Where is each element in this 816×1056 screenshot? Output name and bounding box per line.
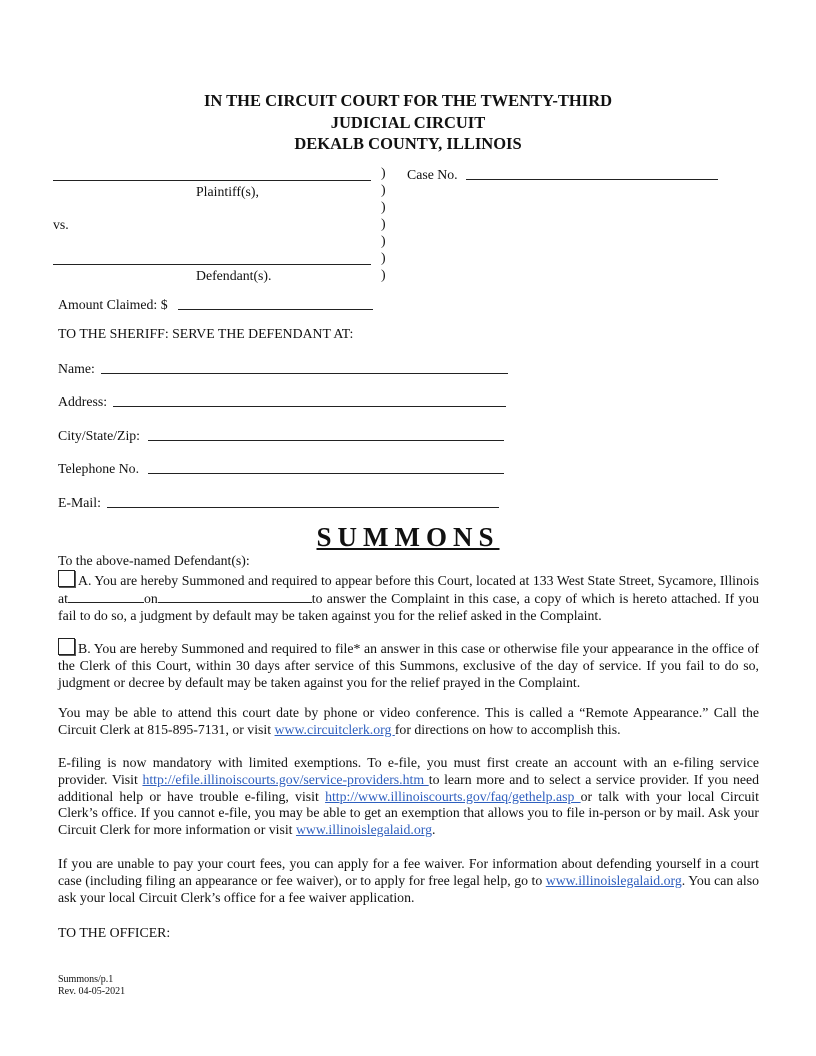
option-b-checkbox[interactable] — [58, 638, 75, 655]
appearance-time-blank[interactable] — [158, 590, 312, 603]
caption-paren: ) — [381, 199, 386, 214]
vs-label: vs. — [53, 217, 69, 232]
court-title-line1: IN THE CIRCUIT COURT FOR THE TWENTY-THIRD — [203, 91, 613, 110]
option-b-paragraph: B. You are hereby Summoned and required to file* an answer in this case or otherwise file your appearance in the office of the Clerk of this Court, within 30 days after service of this Summons, exclusive of the day of service. If you fail to do so, judgment or decree by default may be taken against you for the relief prayed in the Complaint. — [58, 638, 759, 691]
amount-claimed-line[interactable] — [178, 309, 373, 310]
case-no-line[interactable] — [466, 179, 718, 180]
sheriff-instruction: TO THE SHERIFF: SERVE THE DEFENDANT AT: — [58, 326, 354, 341]
circuitclerk-link[interactable]: www.circuitclerk.org — [274, 721, 395, 737]
caption-paren: ) — [381, 250, 386, 265]
city-state-zip-label: City/State/Zip: — [58, 428, 141, 443]
telephone-line[interactable] — [148, 473, 504, 474]
caption-paren: ) — [381, 182, 386, 197]
option-a-paragraph: A. You are hereby Summoned and required to appear before this Court, located at 133 West State Street, Sycamore, Illinois at on to answer the Complaint in this case, a copy of which is hereto attached. If you fail to do so, a judgment by default may be taken against you for the relief asked in the Complaint. — [58, 570, 759, 624]
plaintiff-label: Plaintiff(s), — [196, 184, 259, 199]
email-line[interactable] — [107, 507, 499, 508]
to-defendant-line: To the above-named Defendant(s): — [58, 553, 250, 568]
city-state-zip-line[interactable] — [148, 440, 504, 441]
name-label: Name: — [58, 361, 95, 376]
to-officer-label: TO THE OFFICER: — [58, 925, 171, 940]
legalaid-link[interactable]: www.illinoislegalaid.org — [295, 822, 432, 838]
telephone-label: Telephone No. — [58, 461, 140, 476]
legalaid-link[interactable]: www.illinoislegalaid.org — [545, 872, 682, 888]
plaintiff-line[interactable] — [53, 180, 371, 181]
summons-title: SUMMONS — [316, 522, 500, 552]
address-label: Address: — [58, 394, 108, 409]
caption-paren: ) — [381, 165, 386, 180]
appearance-date-blank[interactable] — [68, 590, 144, 603]
address-line[interactable] — [113, 406, 506, 407]
email-label: E-Mail: — [58, 495, 101, 510]
remote-appearance-paragraph: You may be able to attend this court date by phone or video conference. This is called a “Remote Appearance.” Call the Circuit Clerk at 815-895-7131, or visit www.circuitclerk.org for directions on how to accomplish this. — [58, 705, 759, 737]
court-title-line2: JUDICIAL CIRCUIT — [330, 113, 486, 132]
fee-waiver-paragraph: If you are unable to pay your court fees, you can apply for a fee waiver. For information about defending yourself in a court case (including filing an appearance or fee waiver), or to apply for free legal help, go to www.illinoislegalaid.org. You can also ask your local Circuit Clerk’s office for a fee waiver application. — [58, 856, 759, 905]
caption-paren: ) — [381, 216, 386, 231]
efile-providers-link[interactable]: http://efile.illinoiscourts.gov/service-providers.htm — [142, 771, 429, 787]
case-no-label: Case No. — [407, 167, 458, 182]
gethelp-link[interactable]: http://www.illinoiscourts.gov/faq/gethelp.asp — [325, 788, 581, 804]
page-footer: Summons/p.1 — [58, 974, 114, 985]
defendant-label: Defendant(s). — [196, 268, 272, 283]
name-line[interactable] — [101, 373, 508, 374]
caption-paren: ) — [381, 233, 386, 248]
option-a-checkbox[interactable] — [58, 570, 75, 587]
efiling-paragraph: E-filing is now mandatory with limited exemptions. To e-file, you must first create an account with an e-filing service provider. Visit http://efile.illinoiscourts.gov/service-providers.htm to learn more and to select a service provider. If you need additional help or have trouble e-filing, visit http://www.illinoiscourts.gov/faq/gethelp.asp or talk with your local Circuit Clerk’s office. If you cannot e-file, you may be able to get an exemption that allows you to file in-person or by mail. Ask your Circuit Clerk for more information or visit www.illinoislegalaid.org. — [58, 755, 759, 838]
revision-footer: Rev. 04-05-2021 — [58, 986, 126, 997]
court-title-line3: DEKALB COUNTY, ILLINOIS — [294, 134, 522, 153]
defendant-line[interactable] — [53, 264, 371, 265]
amount-claimed-label: Amount Claimed: $ — [58, 297, 168, 312]
caption-paren: ) — [381, 267, 386, 282]
